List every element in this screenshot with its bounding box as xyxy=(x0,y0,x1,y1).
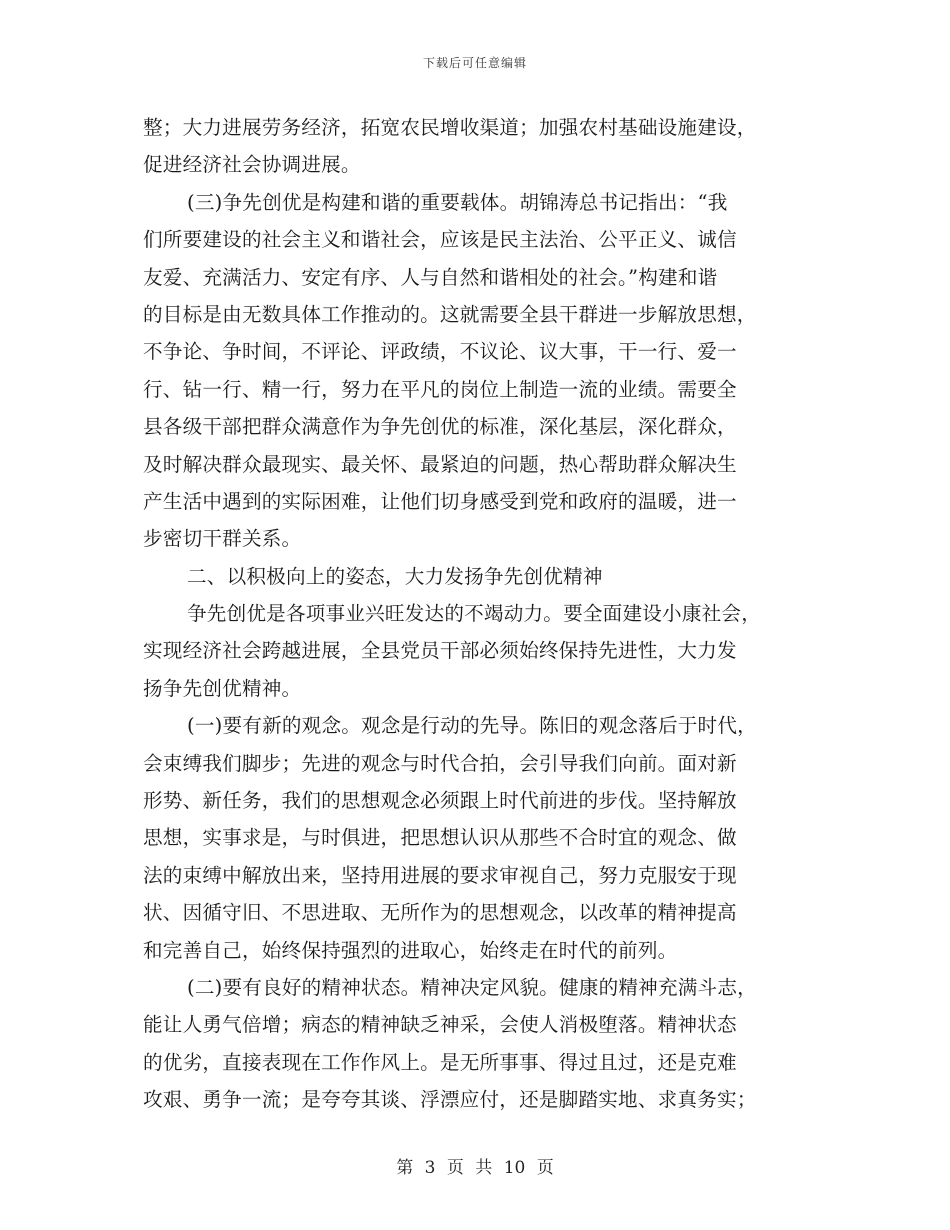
page-footer: 第 3 页 共 10 页 xyxy=(396,1158,554,1178)
text-line: 不争论、争时间，不评论、评政绩，不议论、议大事，干一行、爱一 xyxy=(143,340,737,364)
text-line: 攻艰、勇争一流；是夸夸其谈、浮漂应付，还是脚踏实地、求真务实； xyxy=(143,1088,757,1112)
text-line: 们所要建设的社会主义和谐社会，应该是民主法治、公平正义、诚信 xyxy=(143,228,737,252)
text-line: (一)要有新的观念。观念是行动的先导。陈旧的观念落后于时代， xyxy=(187,714,757,738)
text-line: 法的束缚中解放出来，坚持用进展的要求审视自己，努力克服安于现 xyxy=(143,863,737,887)
text-line: 状、因循守旧、不思进取、无所作为的思想观念，以改革的精神提高 xyxy=(143,901,737,925)
text-line: 步密切干群关系。 xyxy=(143,527,302,551)
document-body xyxy=(143,109,807,1119)
text-line: 产生活中遇到的实际困难，让他们切身感受到党和政府的温暖，进一 xyxy=(143,489,737,513)
page-header: 下载后可任意编辑 xyxy=(422,56,527,70)
text-line: 县各级干部把群众满意作为争先创优的标准，深化基层，深化群众， xyxy=(143,415,737,439)
text-line: 促进经济社会协调进展。 xyxy=(143,153,361,177)
text-line: 友爱、充满活力、安定有序、人与自然和谐相处的社会。”构建和谐 xyxy=(143,265,718,289)
text-line: 会束缚我们脚步；先进的观念与时代合拍，会引导我们向前。面对新 xyxy=(143,751,737,775)
text-line: 及时解决群众最现实、最关怀、最紧迫的问题，热心帮助群众解决生 xyxy=(143,452,737,476)
text-line: (二)要有良好的精神状态。精神决定风貌。健康的精神充满斗志， xyxy=(187,975,757,999)
text-line: 思想，实事求是，与时俱进，把思想认识从那些不合时宜的观念、做 xyxy=(143,826,737,850)
text-line: 行、钻一行、精一行，努力在平凡的岗位上制造一流的业绩。需要全 xyxy=(143,377,737,401)
text-line: 争先创优是各项事业兴旺发达的不竭动力。要全面建设小康社会， xyxy=(187,602,762,626)
text-line: 能让人勇气倍增；病态的精神缺乏神采，会使人消极堕落。精神状态 xyxy=(143,1013,737,1037)
text-line: 的优劣，直接表现在工作作风上。是无所事事、得过且过，还是克难 xyxy=(143,1050,737,1074)
text-line: 的目标是由无数具体工作推动的。这就需要全县干群进一步解放思想， xyxy=(143,302,757,326)
text-line: 实现经济社会跨越进展，全县党员干部必须始终保持先进性，大力发 xyxy=(143,639,737,663)
text-line: 和完善自己，始终保持强烈的进取心，始终走在时代的前列。 xyxy=(143,938,678,962)
text-line: 二、以积极向上的姿态，大力发扬争先创优精神 xyxy=(187,564,603,588)
text-line: (三)争先创优是构建和谐的重要载体。胡锦涛总书记指出：“我 xyxy=(187,190,728,214)
text-line: 扬争先创优精神。 xyxy=(143,676,302,700)
text-line: 整；大力进展劳务经济，拓宽农民增收渠道；加强农村基础设施建设， xyxy=(143,116,757,139)
text-line: 形势、新任务，我们的思想观念必须跟上时代前进的步伐。坚持解放 xyxy=(143,789,737,813)
